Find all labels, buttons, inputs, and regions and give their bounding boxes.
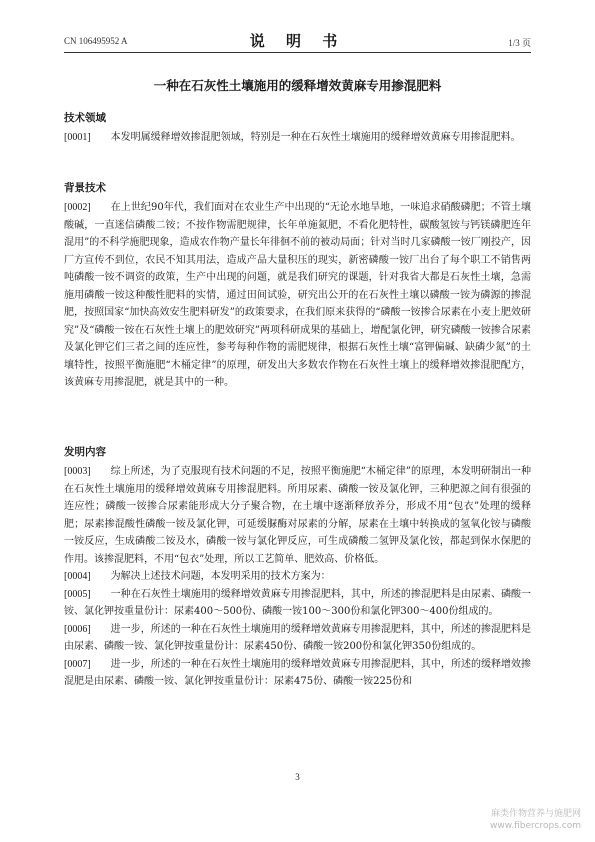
paragraph-text: 进一步，所述的一种在石灰性土壤施用的缓释增效黄麻专用掺混肥料，其中，所述的缓释增效掺混肥是由尿素、磷酸一铵、氯化钾按重量份计：尿素475份、磷酸一铵225份和	[64, 658, 531, 687]
section-invention	[64, 444, 531, 691]
paragraph	[64, 463, 531, 568]
paragraph	[64, 199, 531, 392]
paragraph	[64, 621, 531, 656]
watermark-url: www.fibercrops.com	[490, 821, 581, 831]
paragraph	[64, 129, 531, 147]
paragraph-number: [0001]	[64, 132, 91, 143]
paragraph	[64, 586, 531, 621]
header-divider	[64, 52, 531, 53]
doc-number: CN 106495952 A	[64, 36, 128, 46]
paragraph-text: 本发明属缓释增效掺混肥领域，特别是一种在石灰性土壤施用的缓释增效黄麻专用掺混肥料。	[110, 132, 521, 143]
watermark	[490, 808, 581, 832]
paragraph-text: 进一步，所述的一种在石灰性土壤施用的缓释增效黄麻专用掺混肥料，其中，所述的掺混肥料是由尿素、磷酸一铵、氯化钾按重量份计：尿素450份、磷酸一铵200份和氯化钾350份组成的。	[64, 623, 531, 652]
section-heading: 技术领域	[64, 112, 106, 124]
document-title: 一种在石灰性土壤施用的缓释增效黄麻专用掺混肥料	[153, 78, 442, 93]
paragraph	[64, 568, 531, 586]
paragraph-text: 为解决上述技术问题，本发明采用的技术方案为：	[110, 571, 331, 582]
paragraph-number: [0007]	[64, 658, 91, 670]
section-background	[64, 180, 531, 392]
section-tech-field	[64, 110, 531, 147]
paragraph-text: 综上所述，为了克服现有技术问题的不足，按照平衡施肥“木桶定律”的原理，本发明研制出一种在石灰性土壤施用的缓释增效黄麻专用掺混肥料。所用尿素、磷酸一铵及氯化钾，三种肥源之间有很强的连应性；磷酸一铵掺合尿素能形成大分子聚合物，在土壤中逐渐释放养分，形成不用“包衣”处理的缓释肥；尿素掺混酸性磷酸一铵及氯化钾，可延缓脲酶对尿素的分解，尿素在土壤中转换成的氢氧化铵与磷酸一铵反应，生成磷酸二铵及水，磷酸一铵与氯化钾反应，可生成磷酸二氢钾及氯化铵，都起到保水保肥的作用。该掺混肥料，不用“包衣”处理，所以工艺简单、肥效高、价格低。	[64, 466, 531, 565]
paragraph	[64, 656, 531, 691]
page-number: 3	[295, 772, 300, 782]
section-heading: 背景技术	[64, 182, 106, 194]
watermark-site-name: 麻类作物营养与施肥网	[490, 809, 581, 819]
paragraph-number: [0003]	[64, 466, 91, 477]
paragraph-text: 一种在石灰性土壤施用的缓释增效黄麻专用掺混肥料，其中，所述的掺混肥料是由尿素、磷酸一铵、氯化钾按重量份计：尿素400～500份、磷酸一铵100～300份和氯化钾300～400份组成的。	[64, 588, 531, 617]
section-heading: 发明内容	[64, 446, 106, 458]
paragraph-number: [0002]	[64, 202, 91, 213]
page-header	[64, 28, 531, 50]
paragraph-number: [0004]	[64, 571, 91, 582]
paragraph-number: [0005]	[64, 588, 91, 600]
page-info: 1/3 页	[508, 38, 531, 48]
header-title: 说 明 书	[249, 32, 346, 50]
paragraph-number: [0006]	[64, 623, 91, 635]
paragraph-text: 在上世纪90年代，我们面对在农业生产中出现的“无论水地旱地，一味追求硝酸磷肥；不管土壤酸碱，一直迷信磷酸二铵；不按作物需肥规律，长年单施氮肥，不看化肥特性，碳酸氢铵与钙镁磷肥连年混用”的不科学施肥现象，造成农作物产量长年徘徊不前的被动局面；针对当时几家磷酸一铵厂刚投产，因厂方宣传不到位，农民不知其用法，造成产品大量积压的现实，新密磷酸一铵厂出台了每个职工不销售两吨磷酸一铵不调资的政策，生产中出现的问题，就是我们研究的课题，针对我省大都是石灰性土壤，急需施用磷酸一铵这种酸性肥料的实情，通过田间试验，研究出公开的在石灰性土壤以磷酸一铵为磷源的掺混肥，按照国家“加快高效安生肥料研发”的政策要求，在我们原来获得的“磷酸一铵掺合尿素在小麦上肥效研究”及“磷酸一铵在石灰性土壤上的肥效研究”两项科研成果的基础上，增配氯化钾，研究磷酸一铵掺合尿素及氯化钾它们三者之间的连应性，参考每种作物的需肥规律，根据石灰性土壤“富钾偏碱、缺磷少氮”的土壤特性，按照平衡施肥“木桶定律”的原理，研发出大多数农作物在石灰性土壤上的缓释增效掺混肥配方，该黄麻专用掺混肥，就是其中的一种。	[64, 202, 531, 388]
